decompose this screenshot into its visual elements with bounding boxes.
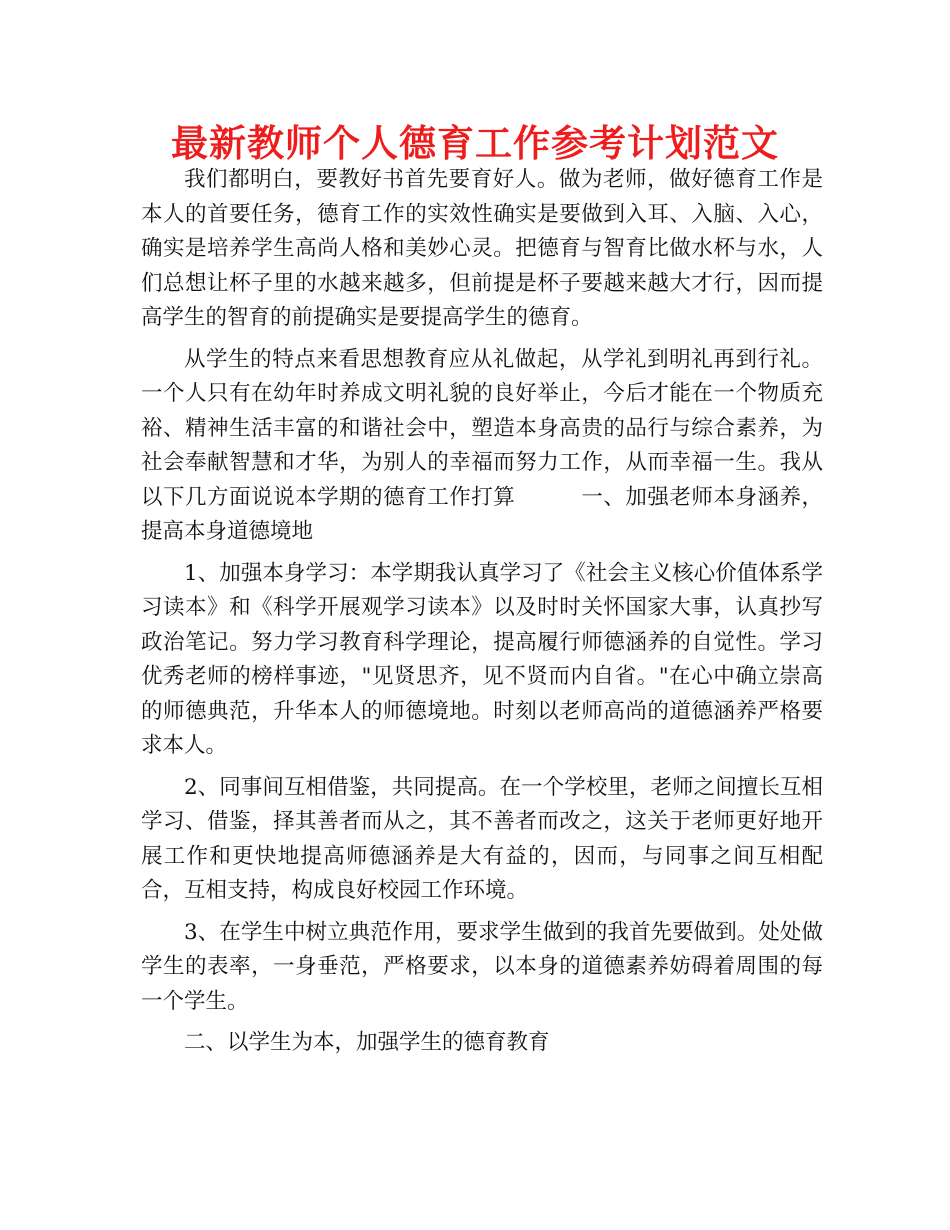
document-title: 最新教师个人德育工作参考计划范文	[171, 122, 779, 165]
paragraph-item-2: 2、同事间互相借鉴，共同提高。在一个学校里，老师之间擅长互相学习、借鉴，择其善者而从之，其不善者而改之，这关于老师更好地开展工作和更快地提高师德涵养是大有益的，因而，与同事之间互相配合，互相支持，构成良好校园工作环境。	[141, 774, 823, 903]
paragraph-item-1: 1、加强本身学习：本学期我认真学习了《社会主义核心价值体系学习读本》和《科学开展观学习读本》以及时时关怀国家大事，认真抄写政治笔记。努力学习教育科学理论，提高履行师德涵养的自觉性。学习优秀老师的榜样事迹，"见贤思齐，见不贤而内自省。"在心中确立崇高的师德典范，升华本人的师德境地。时刻以老师高尚的道德涵养严格要求本人。	[141, 560, 823, 758]
paragraph-etiquette: 从学生的特点来看思想教育应从礼做起，从学礼到明礼再到行礼。一个人只有在幼年时养成文明礼貌的良好举止，今后才能在一个物质充裕、精神生活丰富的和谐社会中，塑造本身高贵的品行与综合素养，为社会奉献智慧和才华，为别人的幸福而努力工作，从而幸福一生。我从以下几方面说说本学期的德育工作打算 一、加强老师本身涵养，提高本身道德境地	[141, 346, 823, 544]
section-heading-2: 二、以学生为本，加强学生的德育教育	[184, 1030, 550, 1055]
paragraph-intro: 我们都明白，要教好书首先要育好人。做为老师，做好德育工作是本人的首要任务，德育工作的实效性确实是要做到入耳、入脑、入心，确实是培养学生高尚人格和美妙心灵。把德育与智育比做水杯与水，人们总想让杯子里的水越来越多，但前提是杯子要越来越大才行，因而提高学生的智育的前提确实是要提高学生的德育。	[141, 167, 823, 330]
document-body	[141, 163, 823, 1068]
paragraph-item-3: 3、在学生中树立典范作用，要求学生做到的我首先要做到。处处做学生的表率，一身垂范，严格要求，以本身的道德素养妨碍着周围的每一个学生。	[141, 919, 823, 1014]
